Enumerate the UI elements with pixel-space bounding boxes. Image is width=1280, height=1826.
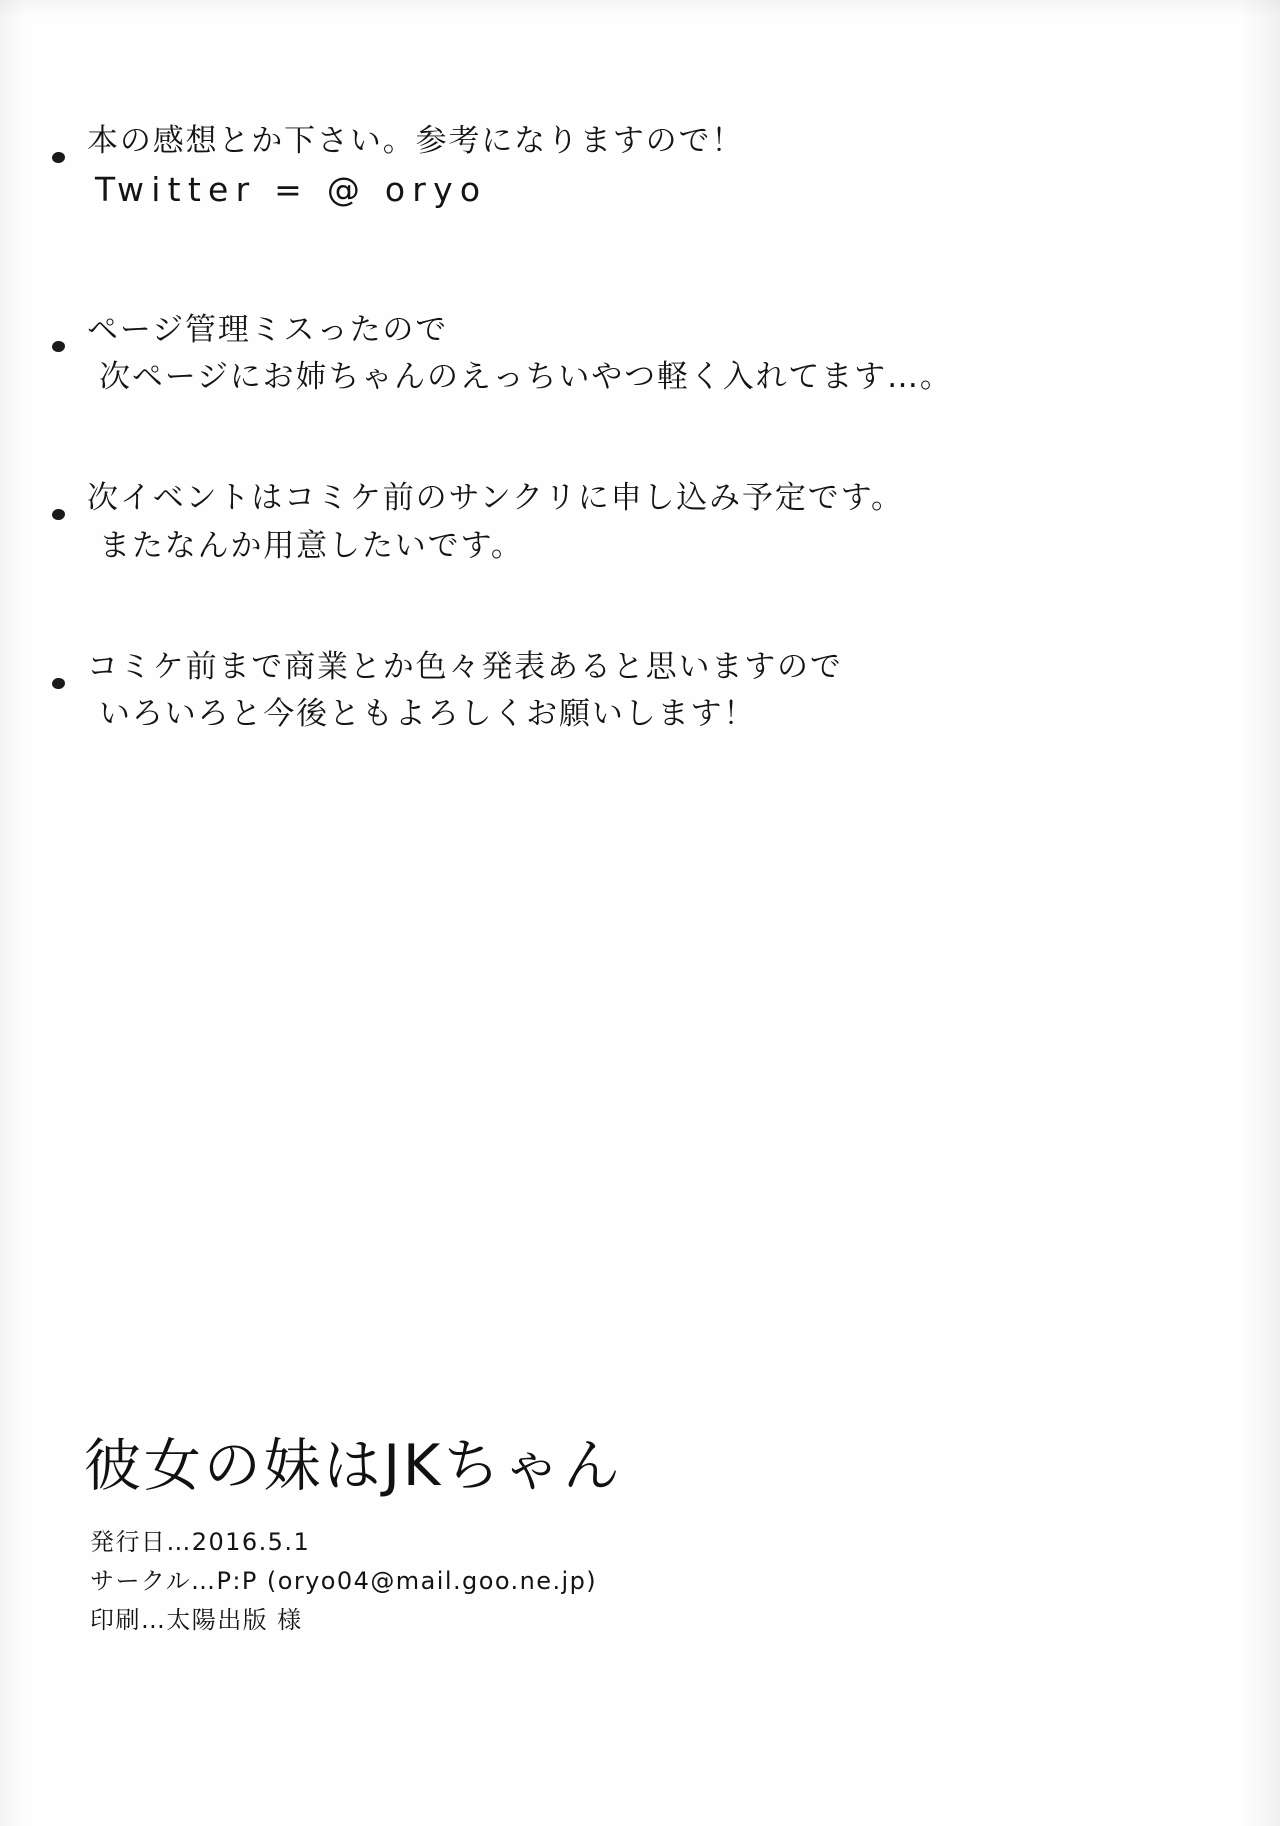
colophon-value: 2016.5.1 — [191, 1528, 311, 1557]
list-item — [52, 118, 1172, 215]
note-line-twitter-handle: Twitter = @ oryo — [95, 170, 488, 210]
note-line: いろいろと今後ともよろしくお願いします！ — [99, 695, 757, 732]
page-edge-shadow-right — [1240, 0, 1280, 1826]
bullet-icon — [51, 677, 65, 690]
note-line: コミケ前まで商業とか色々発表あると思いますので — [87, 648, 843, 685]
note-lines — [87, 644, 1172, 738]
colophon-label: 発行日… — [90, 1528, 192, 1557]
note-line: 次ページにお姉ちゃんのえっちいやつ軽く入れてます…。 — [99, 359, 953, 396]
colophon-value: 太陽出版 様 — [166, 1606, 303, 1635]
note-lines — [87, 307, 1172, 401]
list-item — [52, 307, 1172, 401]
colophon-label: 印刷… — [90, 1606, 167, 1635]
colophon-row-publication-date — [90, 1523, 1084, 1562]
page-edge-shadow-left — [0, 0, 26, 1826]
note-lines — [87, 475, 1172, 569]
note-line: 次イベントはコミケ前のサンクリに申し込み予定です。 — [87, 480, 904, 517]
book-title: 彼女の妹はJKちゃん — [84, 1432, 623, 1499]
page-edge-shadow-top — [0, 0, 1280, 18]
note-line: またなんか用意したいです。 — [99, 527, 524, 564]
bullet-icon — [51, 151, 65, 164]
note-lines — [87, 118, 1172, 215]
bullet-icon — [51, 340, 65, 353]
afterword-notes-list — [52, 118, 1172, 738]
colophon-row-circle — [90, 1562, 1084, 1601]
colophon-row-printer — [90, 1601, 1084, 1640]
list-item — [52, 475, 1172, 569]
colophon — [84, 1432, 1084, 1640]
note-line: ページ管理ミスったので — [87, 312, 449, 349]
note-line: 本の感想とか下さい。参考になりますので！ — [87, 123, 745, 159]
colophon-rows — [84, 1523, 1084, 1640]
list-item — [52, 644, 1172, 738]
bullet-icon — [51, 509, 65, 522]
colophon-value: P:P (oryo04@mail.goo.ne.jp) — [216, 1567, 598, 1596]
colophon-label: サークル… — [90, 1567, 217, 1596]
